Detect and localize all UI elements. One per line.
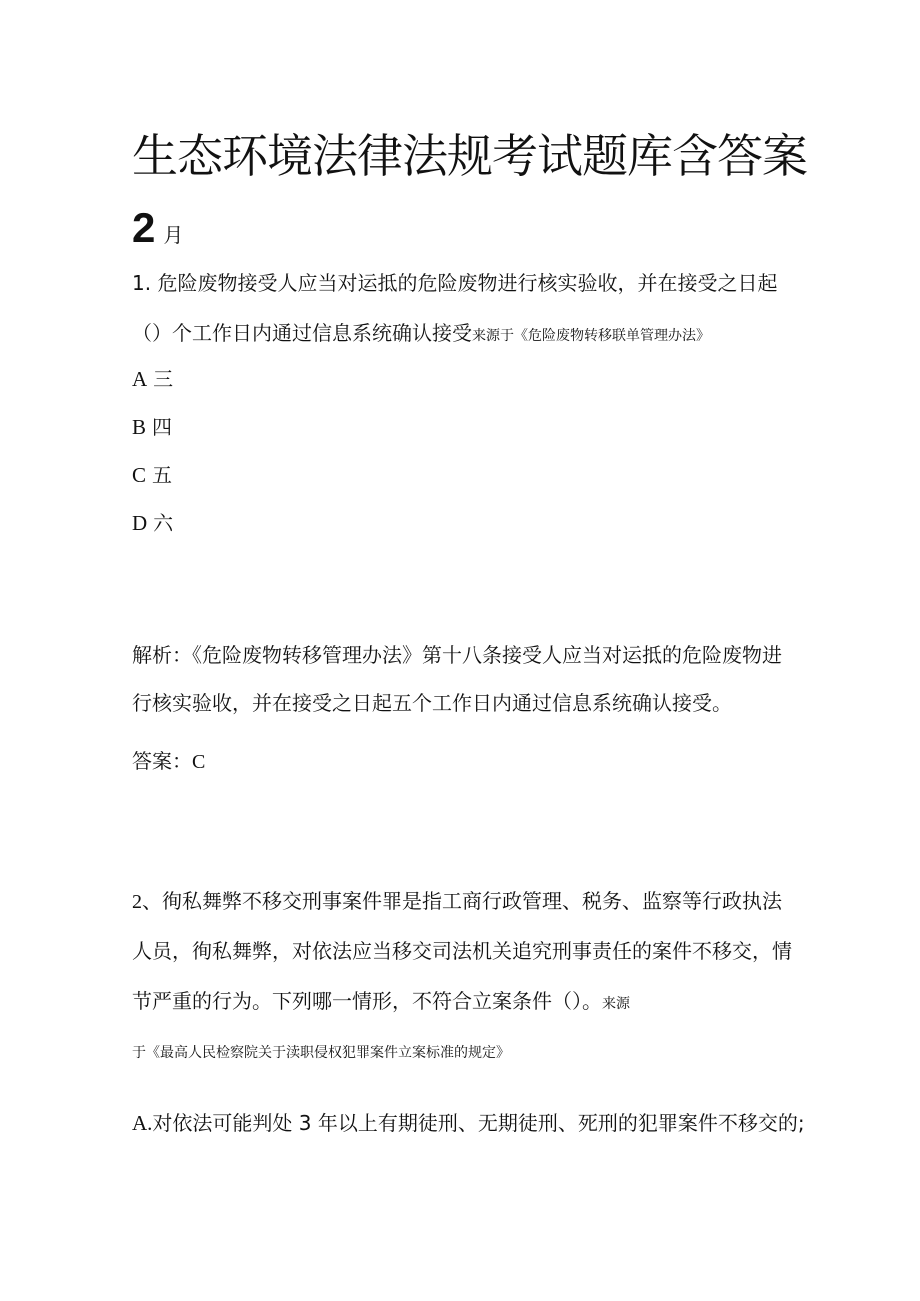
answer-label: 答案： [132,749,192,773]
month-number: 2 [132,204,156,251]
document-month [132,204,183,261]
question-1-option-b [132,412,172,442]
option-text: 三 [153,367,174,391]
question-1-analysis-line1: 解析：《危险废物转移管理办法》第十八条接受人应当对运抵的危险废物进 [132,643,782,667]
question-2-text-line1 [132,886,782,917]
option-letter: A [132,367,148,391]
question-2-text-line3-main: 节严重的行为。下列哪一情形，不符合立案条件（）。 [132,989,602,1013]
question-2-source-b: 于《最高人民检察院关于渎职侵权犯罪案件立案标准的规定》 [132,1045,510,1061]
answer-value: C [192,751,206,773]
question-1-option-d [132,508,173,538]
question-2-source-a: 来源 [602,996,630,1012]
question-1-answer [132,746,205,777]
document-title: 生态环境法律法规考试题库含答案 [132,129,807,183]
question-1-text-line2 [132,318,710,351]
question-2-text-line2: 人员，徇私舞弊，对依法应当移交司法机关追究刑事责任的案件不移交，情 [132,939,792,963]
question-2-text-line1-text: 2、徇私舞弊不移交刑事案件罪是指工商行政管理、税务、监察等行政执法 [132,891,782,913]
option-letter: C [132,463,147,487]
question-1-text-line2-main: （）个工作日内通过信息系统确认接受 [132,321,472,345]
question-2-text-line3 [132,986,630,1019]
question-1-option-c [132,460,172,490]
option-text: 五 [152,463,173,487]
question-1-text-line1: 1. 危险废物接受人应当对运抵的危险废物进行核实验收，并在接受之日起 [132,271,778,295]
option-text: 六 [153,511,174,535]
month-unit: 月 [163,223,184,247]
option-letter: B [132,415,147,439]
option-text: 对依法可能判处 3 年以上有期徒刑、无期徒刑、死刑的犯罪案件不移交的; [152,1111,805,1135]
option-letter: A. [132,1111,153,1135]
question-2-option-a [132,1108,805,1138]
question-1-analysis-line2: 行核实验收，并在接受之日起五个工作日内通过信息系统确认接受。 [132,691,732,715]
option-letter: D [132,511,148,535]
question-1-source: 来源于《危险废物转移联单管理办法》 [472,328,710,344]
question-1-option-a [132,364,173,394]
option-text: 四 [152,415,173,439]
